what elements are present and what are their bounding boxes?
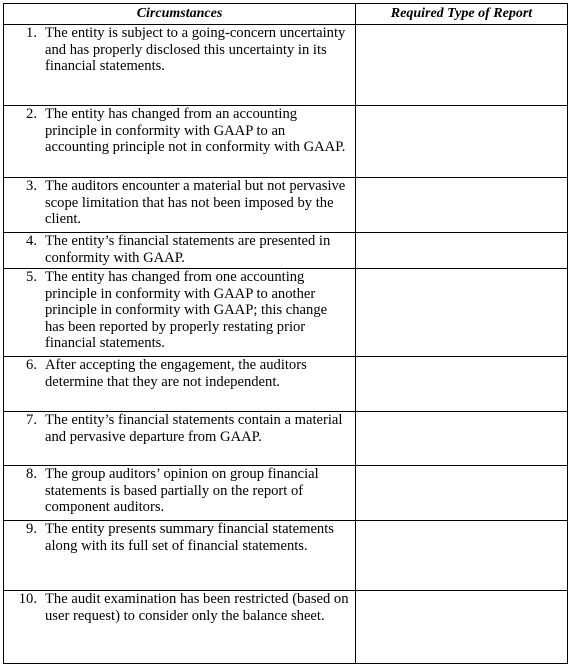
report-cell[interactable] bbox=[356, 591, 568, 664]
circumstance-text: After accepting the engagement, the auditors determine that they are not independent. bbox=[45, 357, 307, 390]
table-row bbox=[4, 591, 568, 664]
circumstance-text: The entity’s financial statements are presented in conformity with GAAP. bbox=[45, 233, 331, 266]
item-number: 6. bbox=[26, 357, 37, 373]
circumstance-cell bbox=[4, 106, 356, 178]
circumstance-cell bbox=[4, 233, 356, 269]
report-cell[interactable] bbox=[356, 233, 568, 269]
item-number: 7. bbox=[26, 412, 37, 428]
item-number: 4. bbox=[26, 233, 37, 249]
circumstance-text: The entity has changed from an accounting principle in conformity with GAAP to an accounting principle not in conformity with GAAP. bbox=[45, 106, 346, 156]
circumstance-text: The entity’s financial statements contain a material and pervasive departure from GAAP. bbox=[45, 412, 343, 445]
item-number: 2. bbox=[26, 106, 37, 122]
circumstance-text: The group auditors’ opinion on group financial statements is based partially on the report of component auditors. bbox=[45, 466, 319, 516]
header-row bbox=[4, 4, 568, 25]
circumstance-text: The audit examination has been restricted (based on user request) to consider only the balance sheet. bbox=[45, 591, 349, 624]
circumstance-text: The auditors encounter a material but not pervasive scope limitation that has not been imposed by the client. bbox=[45, 178, 346, 228]
table-row bbox=[4, 521, 568, 591]
circumstance-cell bbox=[4, 466, 356, 521]
report-cell[interactable] bbox=[356, 269, 568, 357]
report-cell[interactable] bbox=[356, 412, 568, 466]
header-circumstances: Circumstances bbox=[4, 4, 356, 25]
circumstance-cell bbox=[4, 25, 356, 106]
table-row bbox=[4, 106, 568, 178]
item-number: 3. bbox=[26, 178, 37, 194]
circumstance-text: The entity has changed from one accounting principle in conformity with GAAP to another principle in conformity with GAAP; this change has been reported by properly restating prior financial statements. bbox=[45, 269, 328, 352]
table-row bbox=[4, 357, 568, 412]
circumstance-cell bbox=[4, 521, 356, 591]
report-cell[interactable] bbox=[356, 357, 568, 412]
circumstance-cell bbox=[4, 357, 356, 412]
circumstances-table bbox=[3, 3, 568, 664]
circumstance-cell bbox=[4, 178, 356, 233]
table-row bbox=[4, 466, 568, 521]
item-number: 9. bbox=[26, 521, 37, 537]
table-row bbox=[4, 269, 568, 357]
circumstance-cell bbox=[4, 269, 356, 357]
table-row bbox=[4, 233, 568, 269]
report-cell[interactable] bbox=[356, 106, 568, 178]
table-row bbox=[4, 178, 568, 233]
table-row bbox=[4, 25, 568, 106]
item-number: 1. bbox=[26, 25, 37, 41]
header-required-report: Required Type of Report bbox=[356, 4, 568, 25]
item-number: 5. bbox=[26, 269, 37, 285]
report-cell[interactable] bbox=[356, 178, 568, 233]
item-number: 10. bbox=[18, 591, 37, 607]
report-cell[interactable] bbox=[356, 521, 568, 591]
circumstance-text: The entity is subject to a going-concern uncertainty and has properly disclosed this uncertainty in its financial statements. bbox=[45, 25, 346, 75]
item-number: 8. bbox=[26, 466, 37, 482]
table-row bbox=[4, 412, 568, 466]
circumstance-cell bbox=[4, 412, 356, 466]
report-cell[interactable] bbox=[356, 466, 568, 521]
circumstance-text: The entity presents summary financial statements along with its full set of financial statements. bbox=[45, 521, 334, 554]
report-cell[interactable] bbox=[356, 25, 568, 106]
circumstance-cell bbox=[4, 591, 356, 664]
